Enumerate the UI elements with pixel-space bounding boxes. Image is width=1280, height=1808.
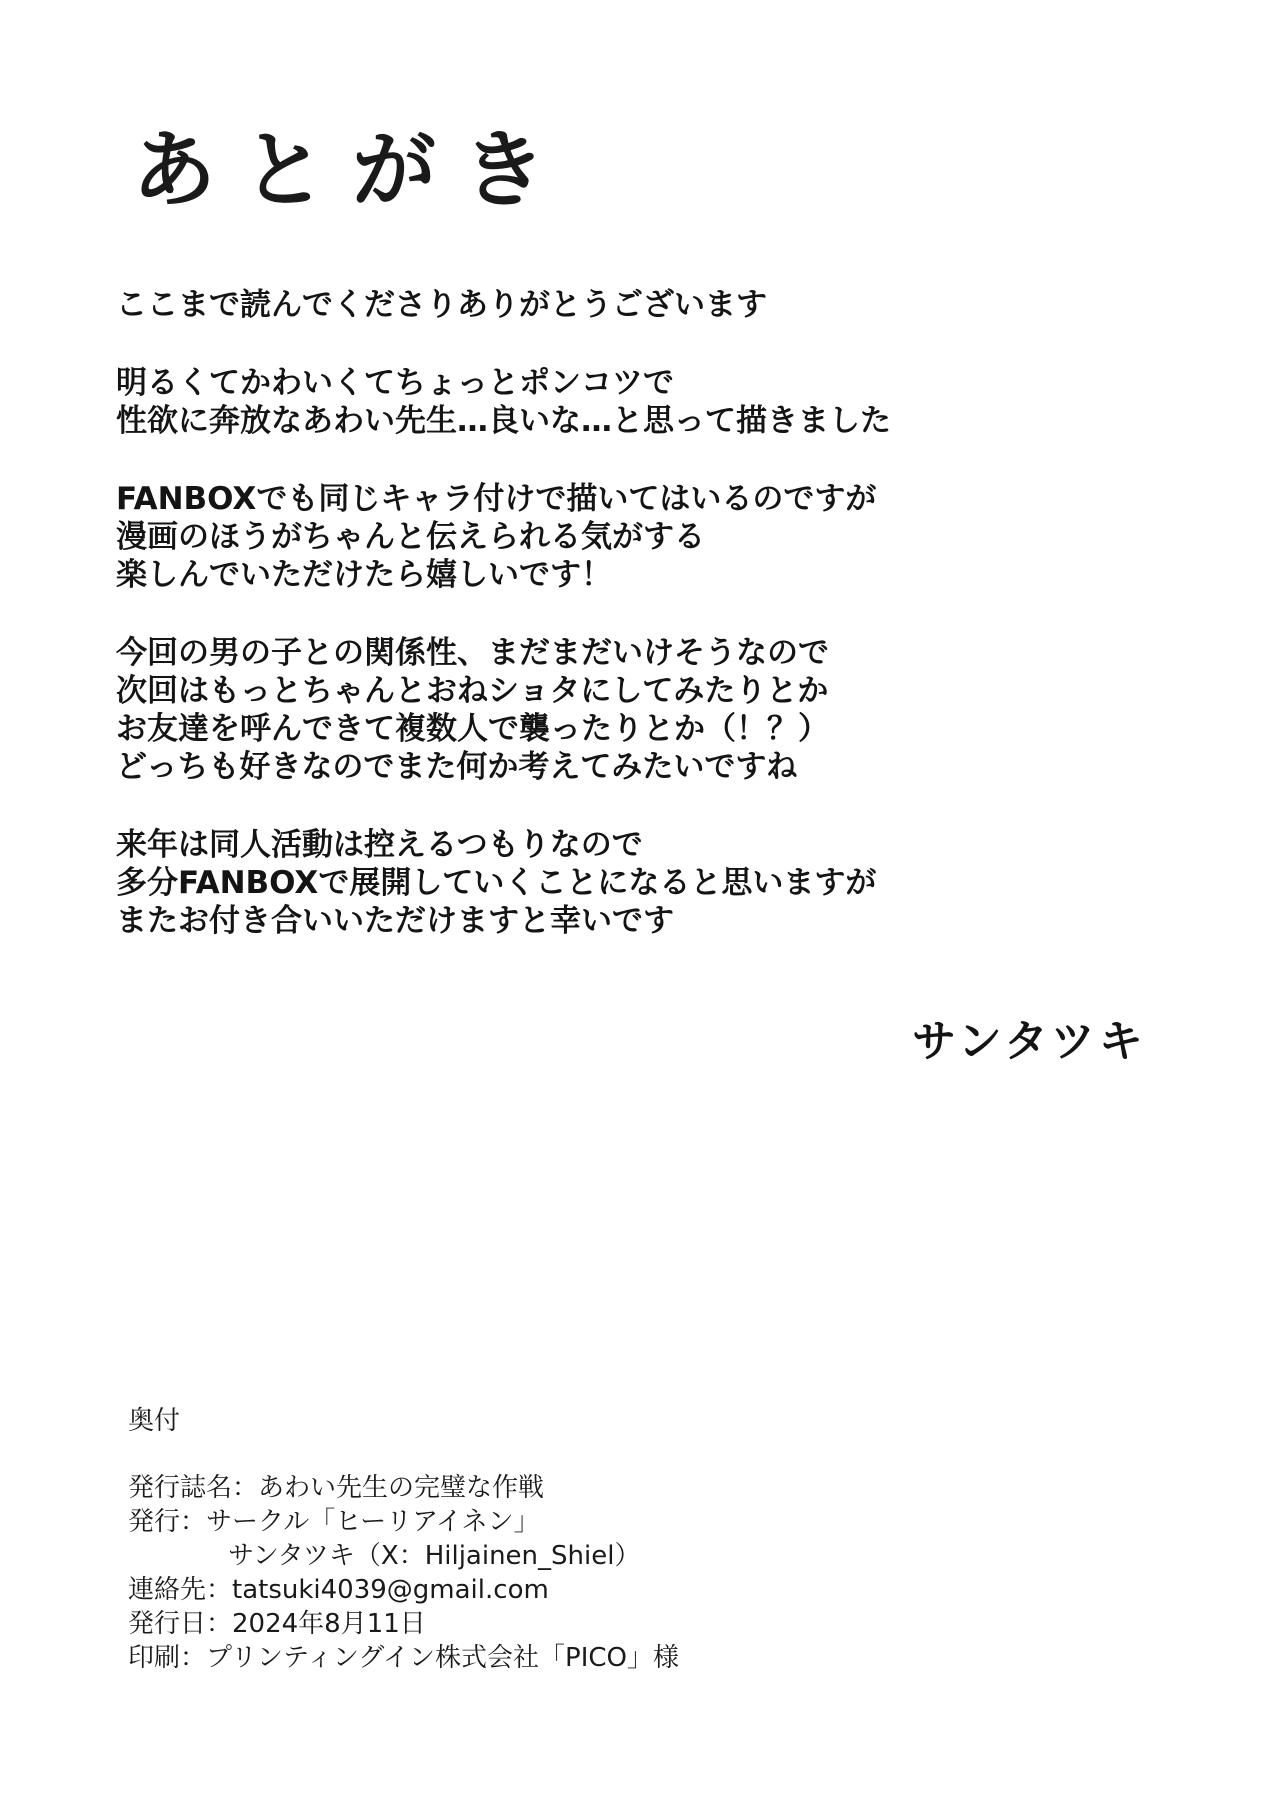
paragraph bbox=[116, 480, 1176, 594]
paragraph bbox=[116, 364, 1176, 440]
colophon bbox=[128, 1405, 1128, 1675]
text-line: 今回の男の子との関係性、まだまだいけそうなので bbox=[116, 635, 829, 671]
text-line: FANBOXでも同じキャラ付けで描いてはいるのですが bbox=[116, 481, 877, 517]
text-line: 楽しんでいただけたら嬉しいです！ bbox=[116, 557, 612, 593]
text-line: 性欲に奔放なあわい先生…良いな…と思って描きました bbox=[116, 403, 891, 439]
text-line: 漫画のほうがちゃんと伝えられる気がする bbox=[116, 519, 705, 555]
author-signature: サンタツキ bbox=[912, 1016, 1147, 1067]
paragraph bbox=[116, 826, 1176, 940]
text-line: 多分FANBOXで展開していくことになると思いますが bbox=[116, 865, 877, 901]
colophon-author-row: サンタツキ（X：Hiljainen_Shiel） bbox=[228, 1541, 641, 1571]
text-line: 次回はもっとちゃんとおねショタにしてみたりとか bbox=[116, 673, 829, 709]
colophon-date-row: 発行日：2024年8月11日 bbox=[128, 1609, 426, 1639]
colophon-printer-row: 印刷：プリンティングイン株式会社「PICO」様 bbox=[128, 1643, 680, 1673]
colophon-title-row: 発行誌名：あわい先生の完璧な作戦 bbox=[128, 1473, 545, 1503]
colophon-heading: 奥付 bbox=[128, 1406, 181, 1436]
text-line: またお付き合いいただけますと幸いです bbox=[116, 903, 674, 939]
text-line: 明るくてかわいくてちょっとポンコツで bbox=[116, 365, 674, 401]
paragraph bbox=[116, 286, 1176, 324]
colophon-publisher-row: 発行：サークル「ヒーリアイネン」 bbox=[128, 1507, 540, 1537]
colophon-contact-row: 連絡先：tatsuki4039@gmail.com bbox=[128, 1575, 549, 1605]
text-line: お友達を呼んできて複数人で襲ったりとか（！？） bbox=[116, 711, 829, 747]
afterword-body bbox=[116, 286, 1176, 980]
text-line: 来年は同人活動は控えるつもりなので bbox=[116, 827, 643, 863]
text-line: どっちも好きなのでまた何か考えてみたいですね bbox=[116, 749, 798, 785]
page-title: あとがき bbox=[132, 121, 573, 219]
text-line: ここまで読んでくださりありがとうございます bbox=[116, 287, 767, 323]
paragraph bbox=[116, 634, 1176, 786]
